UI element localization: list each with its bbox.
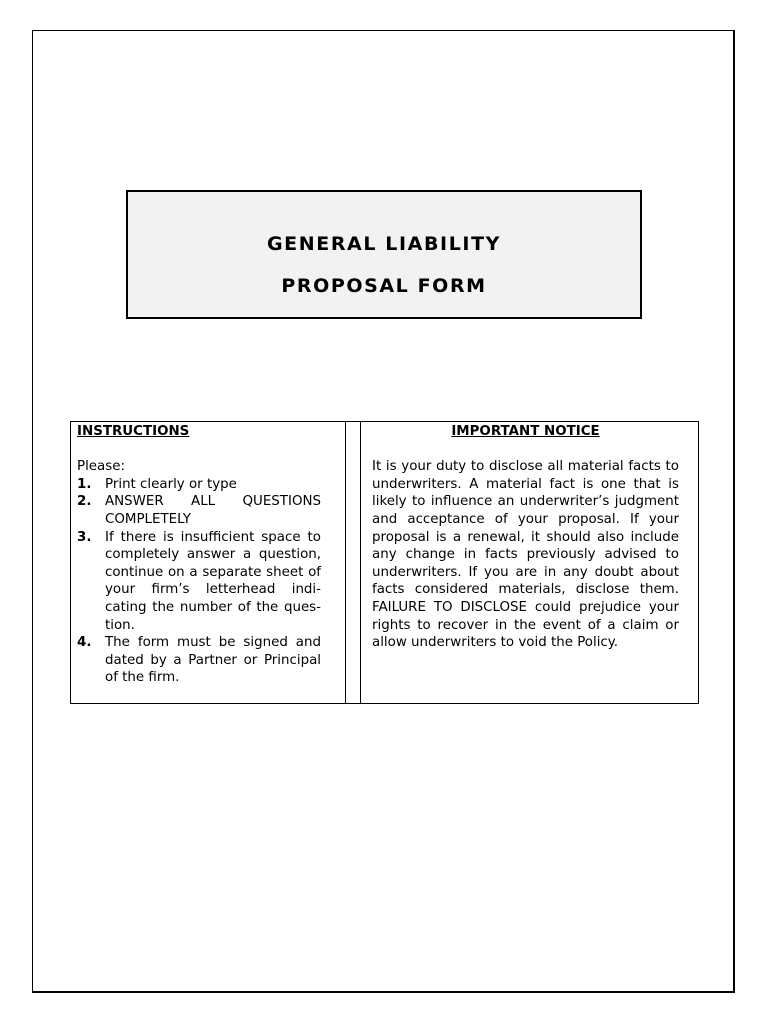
title-box	[126, 190, 642, 319]
instruction-item	[77, 634, 321, 687]
instruction-text: ANSWER ALL QUESTIONS COMPLETELY	[105, 494, 321, 527]
instruction-text: Print clearly or type	[105, 476, 237, 492]
notice-heading: IMPORTANT NOTICE	[451, 424, 600, 439]
instructions-column	[71, 422, 346, 703]
column-divider	[346, 422, 361, 703]
instruction-number: 3.	[77, 529, 92, 545]
instruction-item	[77, 493, 321, 528]
instruction-text: If there is insufficient space to completely answer a question, continue on a separate sheet of your firm’s letterhead indi-cating the number of the ques-tion.	[105, 529, 321, 633]
instruction-number: 2.	[77, 494, 92, 510]
instruction-number: 1.	[77, 476, 92, 492]
instruction-item	[77, 476, 321, 494]
instruction-item	[77, 529, 321, 635]
document-title-line-1: GENERAL LIABILITY	[266, 233, 502, 255]
instructions-notice-table	[70, 421, 699, 704]
instructions-heading: INSTRUCTIONS	[77, 424, 190, 439]
notice-column	[361, 422, 698, 703]
notice-text: It is your duty to disclose all material facts to underwriters. A material fact is one that is likely to influence an underwriter’s judgment and acceptance of your proposal. If your proposal is a renewal, it should also include any change in facts previously advised to underwriters. If you are in any doubt about facts considered materials, disclose them. FAILURE TO DISCLOSE could prejudice your rights to recover in the event of a claim or allow underwriters to void the Policy.	[372, 459, 679, 651]
instruction-number: 4.	[77, 635, 92, 651]
instructions-intro: Please:	[77, 459, 125, 475]
instructions-list	[77, 476, 321, 687]
document-title-line-2: PROPOSAL FORM	[281, 275, 487, 297]
instructions-content	[77, 423, 321, 687]
instruction-text: The form must be signed and dated by a Partner or Principal of the firm.	[105, 635, 321, 686]
notice-content	[372, 423, 679, 652]
